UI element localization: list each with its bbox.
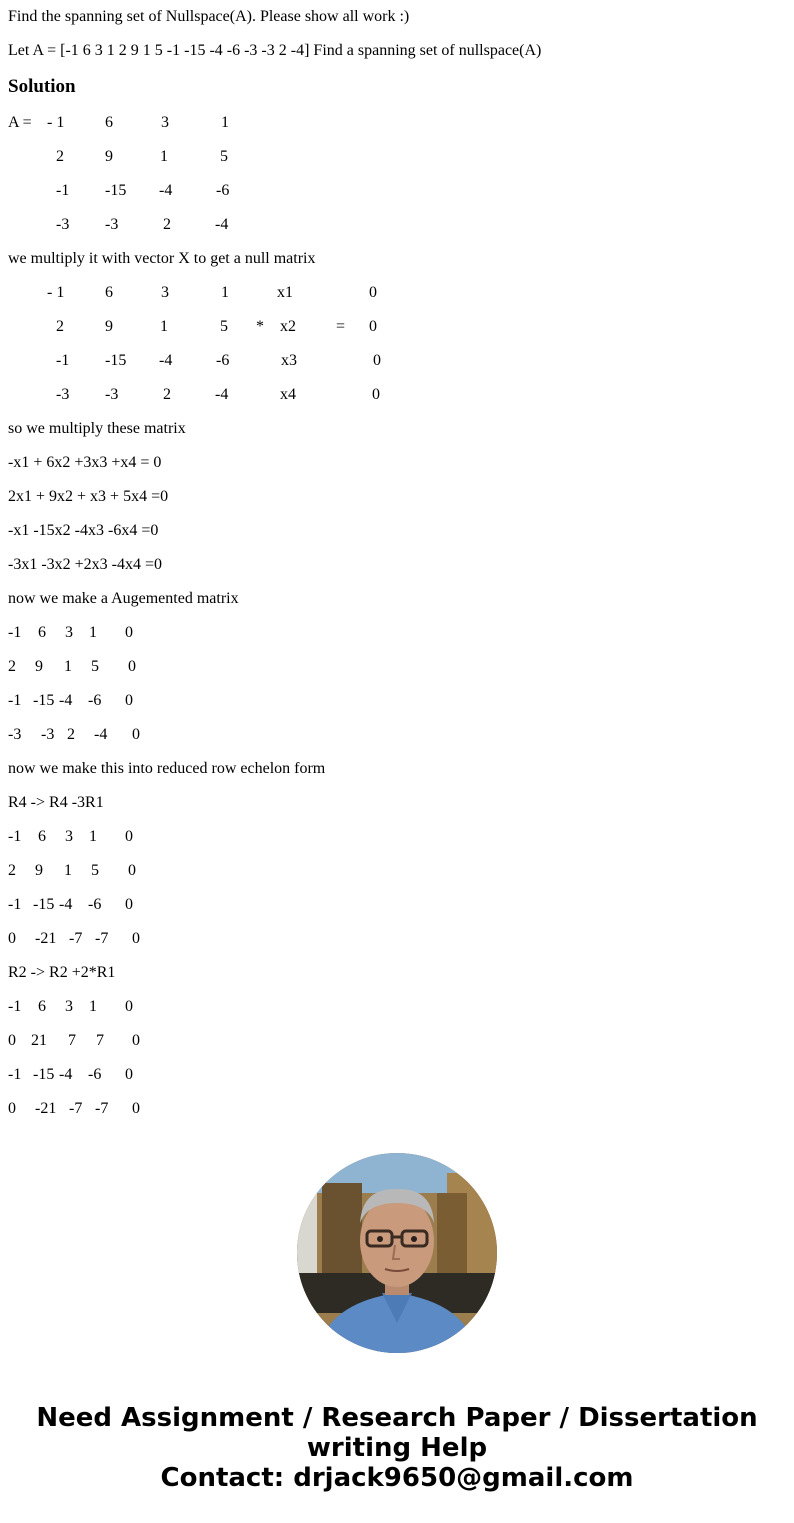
solution-heading: Solution: [8, 76, 76, 97]
matrix-cell: 9: [105, 318, 113, 335]
matrix-cell: 3: [161, 284, 169, 301]
matrix-cell: -1: [8, 692, 22, 709]
augmented-row: [8, 1032, 786, 1050]
matrix-cell: 5: [91, 862, 99, 879]
matrix-cell: 1: [89, 624, 97, 641]
matrix-cell: 0: [8, 930, 16, 947]
matrix-cell: -1: [8, 828, 22, 845]
matrix-cell: 0: [132, 1032, 140, 1049]
matrix-a-label: A =: [8, 114, 32, 131]
augmented-row: [8, 658, 786, 676]
zero-vector-cell: 0: [369, 284, 377, 301]
question-title: Find the spanning set of Nullspace(A). Please show all work :): [8, 8, 410, 25]
matrix-cell: -7: [69, 1100, 83, 1117]
matrix-cell: 3: [161, 114, 169, 131]
matrix-cell: -15: [105, 352, 127, 369]
product-row: [8, 318, 786, 336]
matrix-cell: -4: [59, 1066, 73, 1083]
footer-line: Need Assignment / Research Paper / Dissertation: [36, 1403, 758, 1433]
matrix-cell: -4: [59, 896, 73, 913]
zero-vector-cell: 0: [369, 318, 377, 335]
matrix-cell: 1: [160, 318, 168, 335]
vector-x-cell: x1: [277, 284, 293, 301]
matrix-cell: 6: [105, 284, 113, 301]
matrix-cell: 3: [65, 828, 73, 845]
matrix-cell: 2: [56, 318, 64, 335]
matrix-cell: 5: [220, 318, 228, 335]
zero-vector-cell: 0: [373, 352, 381, 369]
augmented-row: [8, 726, 786, 744]
question-statement: Let A = [-1 6 3 1 2 9 1 5 -1 -15 -4 -6 -3 -3 2 -4] Find a spanning set of nullspace(A): [8, 42, 542, 59]
matrix-cell: -4: [215, 386, 229, 403]
matrix-cell: -4: [215, 216, 229, 233]
matrix-cell: -15: [33, 1066, 55, 1083]
text-so: so we multiply these matrix: [8, 420, 186, 437]
matrix-cell: -6: [216, 182, 230, 199]
matrix-cell: -4: [159, 352, 173, 369]
matrix-cell: -4: [94, 726, 108, 743]
matrix-cell: 1: [64, 862, 72, 879]
matrix-cell: 2: [56, 148, 64, 165]
matrix-cell: 6: [38, 998, 46, 1015]
tutor-avatar: [297, 1153, 497, 1353]
augmented-row: [8, 692, 786, 710]
matrix-cell: -1: [56, 352, 70, 369]
matrix-cell: 0: [125, 828, 133, 845]
matrix-cell: -15: [105, 182, 127, 199]
matrix-cell: - 1: [47, 284, 65, 301]
matrix-cell: -15: [33, 896, 55, 913]
augmented-row: [8, 896, 786, 914]
matrix-cell: -6: [88, 896, 102, 913]
matrix-cell: -6: [216, 352, 230, 369]
matrix-cell: 6: [38, 828, 46, 845]
matrix-cell: -3: [8, 726, 22, 743]
matrix-cell: 3: [65, 998, 73, 1015]
matrix-cell: -1: [8, 998, 22, 1015]
matrix-cell: -7: [95, 930, 109, 947]
matrix-cell: 2: [67, 726, 75, 743]
matrix-cell: -3: [105, 216, 119, 233]
augmented-row: [8, 1066, 786, 1084]
avatar: [297, 1153, 497, 1353]
matrix-a-row: [8, 216, 786, 234]
equals-sign: =: [336, 318, 346, 335]
matrix-cell: 0: [128, 862, 136, 879]
matrix-cell: 7: [68, 1032, 76, 1049]
matrix-cell: -1: [8, 624, 22, 641]
matrix-cell: 0: [125, 692, 133, 709]
matrix-cell: -15: [33, 692, 55, 709]
matrix-cell: 3: [65, 624, 73, 641]
product-row: [8, 386, 786, 404]
augmented-row: [8, 624, 786, 642]
matrix-cell: 1: [89, 998, 97, 1015]
matrix-cell: 6: [38, 624, 46, 641]
matrix-cell: 0: [132, 1100, 140, 1117]
matrix-a-row: [8, 182, 786, 200]
augmented-row: [8, 998, 786, 1016]
matrix-cell: 2: [8, 658, 16, 675]
matrix-cell: -7: [69, 930, 83, 947]
matrix-cell: 0: [8, 1100, 16, 1117]
matrix-a-row: [8, 114, 786, 132]
matrix-cell: -3: [56, 216, 70, 233]
matrix-cell: - 1: [47, 114, 65, 131]
row-operation: R4 -> R4 -3R1: [8, 794, 104, 811]
matrix-cell: -1: [8, 1066, 22, 1083]
vector-x-cell: x3: [281, 352, 297, 369]
matrix-cell: 2: [163, 386, 171, 403]
matrix-a-row: [8, 148, 786, 166]
matrix-cell: 6: [105, 114, 113, 131]
text-multiply: we multiply it with vector X to get a null matrix: [8, 250, 316, 267]
matrix-cell: 0: [125, 624, 133, 641]
matrix-cell: -7: [95, 1100, 109, 1117]
matrix-cell: 0: [132, 726, 140, 743]
product-row: [8, 284, 786, 302]
product-row: [8, 352, 786, 370]
matrix-cell: -1: [8, 896, 22, 913]
matrix-cell: -21: [35, 930, 57, 947]
matrix-cell: 1: [221, 284, 229, 301]
matrix-cell: 0: [128, 658, 136, 675]
matrix-cell: 9: [35, 862, 43, 879]
matrix-cell: 7: [96, 1032, 104, 1049]
equation: -3x1 -3x2 +2x3 -4x4 =0: [8, 556, 163, 573]
matrix-cell: 0: [132, 930, 140, 947]
row-operation: R2 -> R2 +2*R1: [8, 964, 116, 981]
promo-footer: [0, 1403, 794, 1493]
matrix-cell: -6: [88, 1066, 102, 1083]
zero-vector-cell: 0: [372, 386, 380, 403]
vector-x-cell: x2: [280, 318, 296, 335]
text-augmented: now we make a Augemented matrix: [8, 590, 239, 607]
matrix-cell: -21: [35, 1100, 57, 1117]
matrix-cell: 1: [89, 828, 97, 845]
vector-x-cell: x4: [280, 386, 296, 403]
footer-contact: Contact: drjack9650@gmail.com: [160, 1463, 634, 1493]
augmented-row: [8, 930, 786, 948]
matrix-cell: 0: [125, 1066, 133, 1083]
matrix-cell: -4: [59, 692, 73, 709]
matrix-cell: 1: [221, 114, 229, 131]
equation: 2x1 + 9x2 + x3 + 5x4 =0: [8, 488, 169, 505]
matrix-cell: -3: [41, 726, 55, 743]
matrix-cell: 0: [125, 998, 133, 1015]
matrix-cell: 2: [163, 216, 171, 233]
matrix-cell: -3: [105, 386, 119, 403]
matrix-cell: -1: [56, 182, 70, 199]
matrix-cell: 5: [220, 148, 228, 165]
matrix-cell: 9: [35, 658, 43, 675]
matrix-cell: 9: [105, 148, 113, 165]
equation: -x1 -15x2 -4x3 -6x4 =0: [8, 522, 159, 539]
footer-line: writing Help: [306, 1433, 488, 1463]
matrix-cell: -4: [159, 182, 173, 199]
equation: -x1 + 6x2 +3x3 +x4 = 0: [8, 454, 162, 471]
augmented-row: [8, 1100, 786, 1118]
augmented-row: [8, 862, 786, 880]
matrix-cell: -3: [56, 386, 70, 403]
matrix-cell: 0: [8, 1032, 16, 1049]
matrix-cell: 1: [64, 658, 72, 675]
text-rref: now we make this into reduced row echelon form: [8, 760, 326, 777]
matrix-cell: 21: [31, 1032, 47, 1049]
matrix-cell: -6: [88, 692, 102, 709]
tutor-portrait-image: [297, 1153, 497, 1353]
matrix-cell: 1: [160, 148, 168, 165]
matrix-cell: 0: [125, 896, 133, 913]
matrix-cell: 2: [8, 862, 16, 879]
augmented-row: [8, 828, 786, 846]
matrix-cell: 5: [91, 658, 99, 675]
multiply-sign: *: [256, 318, 264, 335]
